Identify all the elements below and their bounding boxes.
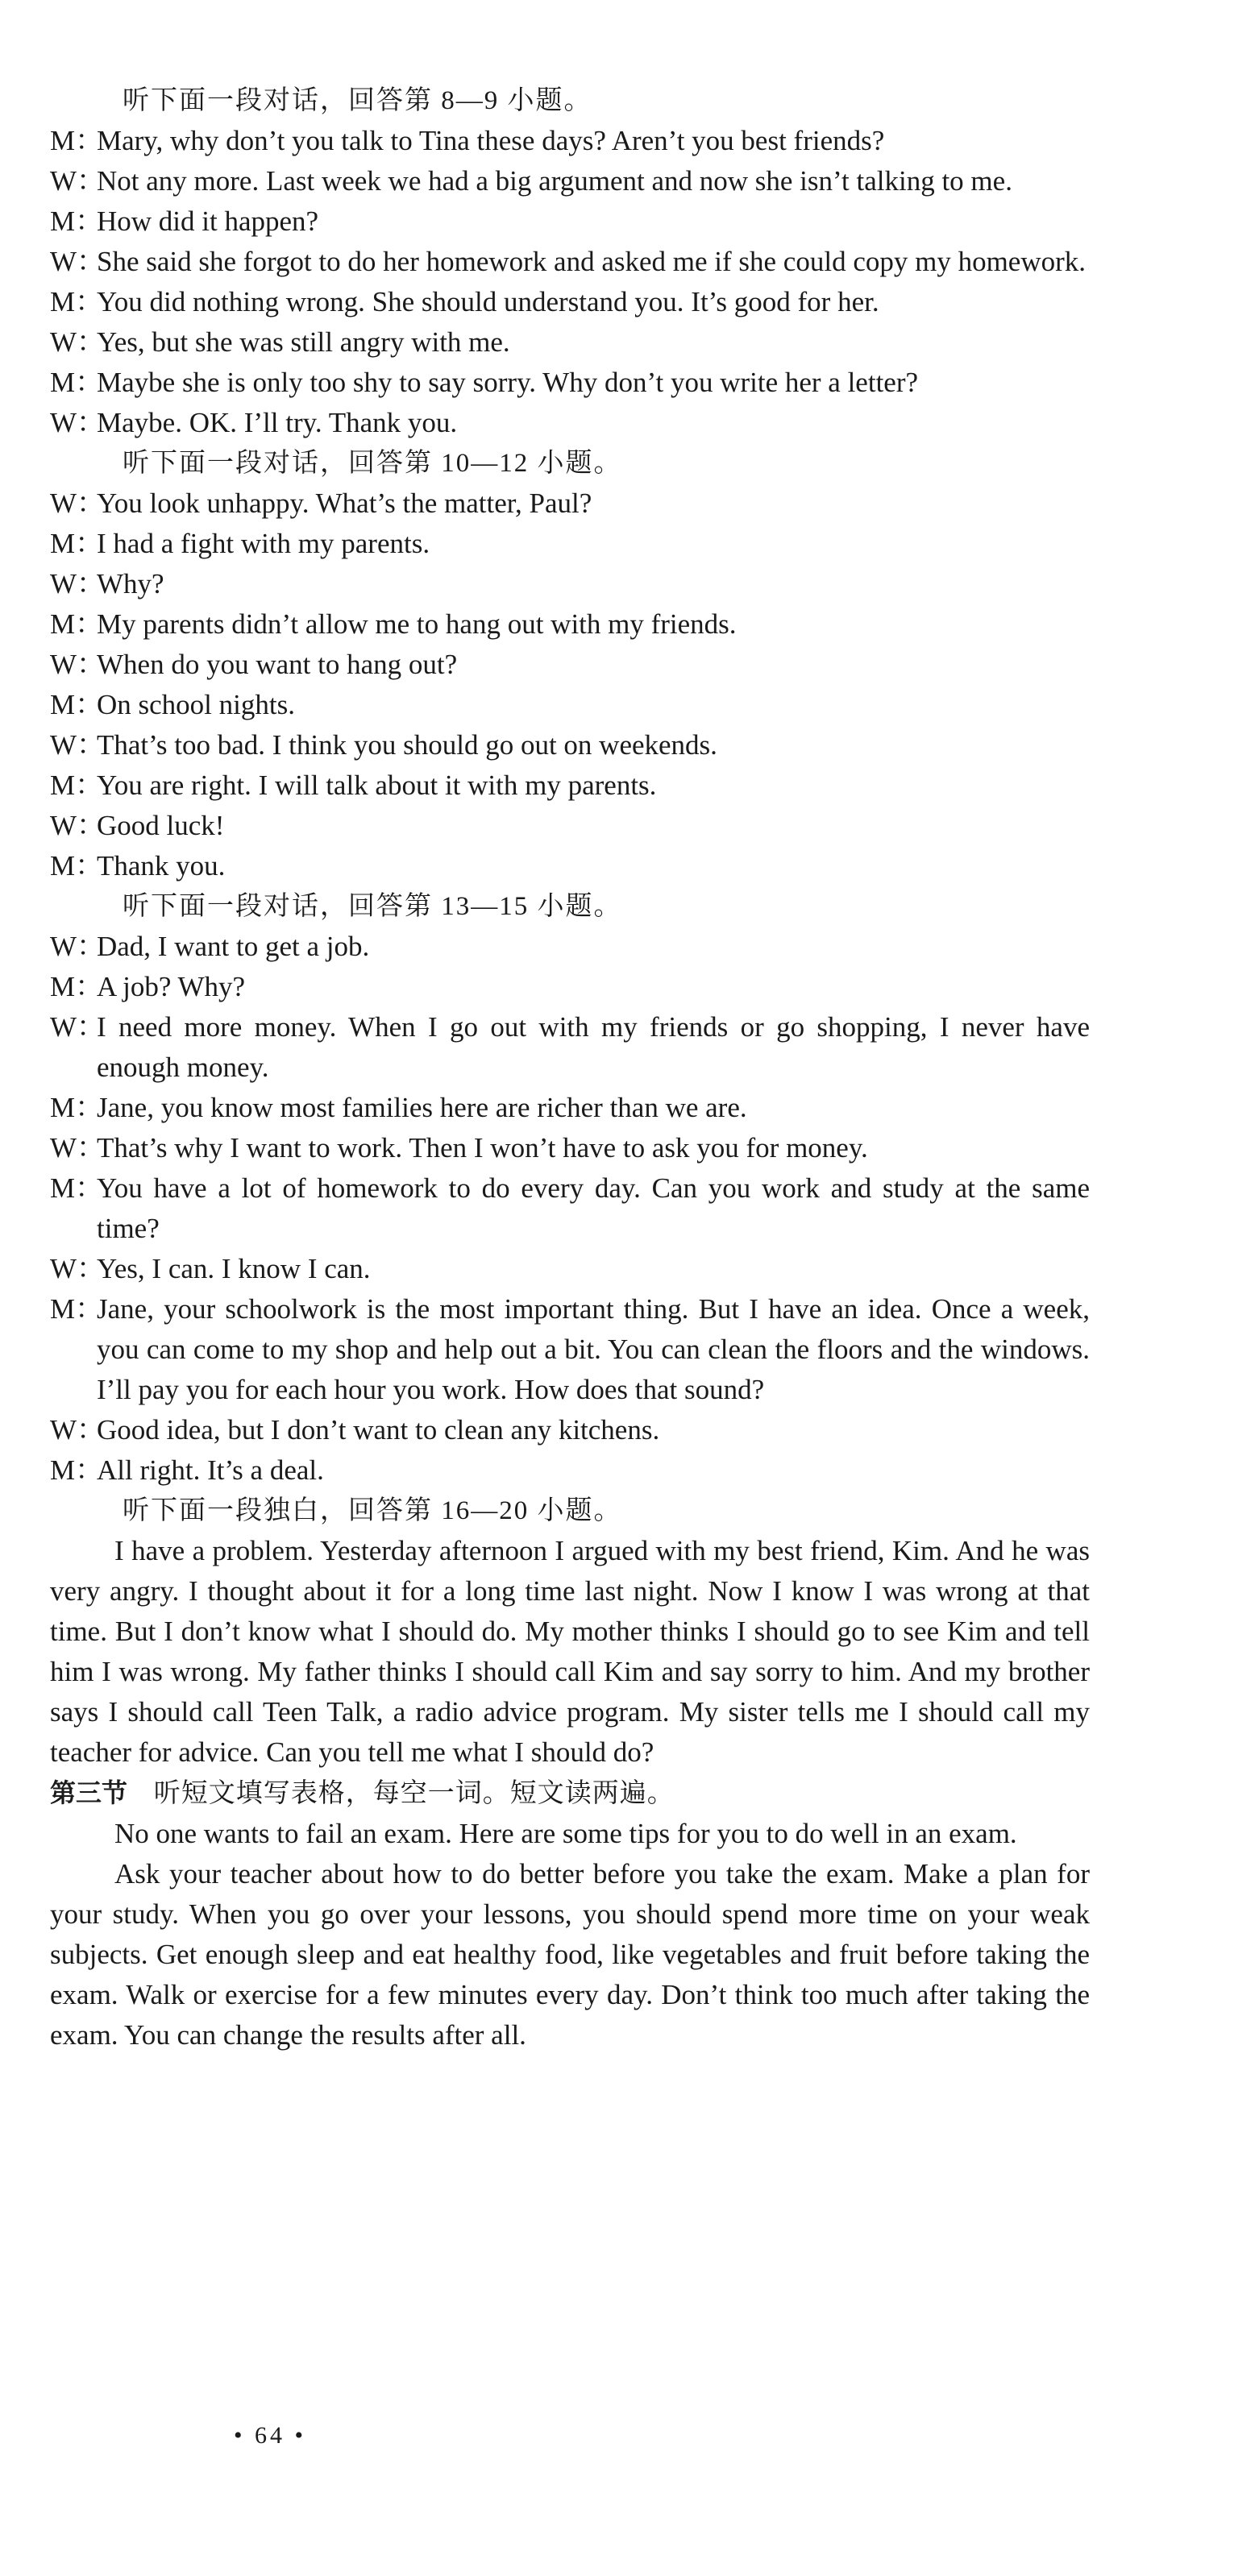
dialogue-line bbox=[50, 1128, 1090, 1168]
speaker-label: M： bbox=[50, 528, 104, 559]
dialogue-line bbox=[50, 604, 1090, 645]
dialogue-line bbox=[50, 121, 1090, 161]
dialogue-line bbox=[50, 1088, 1090, 1128]
dialogue-text: She said she forgot to do her homework and asked me if she could copy my homework. bbox=[97, 246, 1087, 277]
conversation-header: 听下面一段对话，回答第 10—12 小题。 bbox=[123, 449, 622, 478]
dialogue-line bbox=[50, 322, 1090, 363]
monologue-block bbox=[50, 1491, 1090, 1773]
dialogue-text: Jane, your schoolwork is the most important thing. But I have an idea. Once a week, you can come to my shop and help out a bit. You can clean the floors and the windows. I’ll pay you for each hour you work. How does that sound? bbox=[97, 1293, 1090, 1405]
dialogue-line bbox=[50, 483, 1090, 524]
speaker-label: W： bbox=[50, 931, 106, 962]
monologue-text: I have a problem. Yesterday afternoon I argued with my best friend, Kim. And he was very angry. I thought about it for a long time last night. Now I know I was wrong at that time. But I don’t know what I should do. My mother thinks I should go to see Kim and tell him I was wrong. My father thinks I should call Kim and say sorry to him. And my brother says I should call Teen Talk, a radio advice program. My sister tells me I should call my teacher for advice. Can you tell me what I should do? bbox=[50, 1535, 1090, 1768]
dialogue-line bbox=[50, 1289, 1090, 1410]
dialogue-text: A job? Why? bbox=[97, 971, 246, 1002]
speaker-label: W： bbox=[50, 1253, 106, 1284]
speaker-label: M： bbox=[50, 971, 104, 1002]
speaker-label: W： bbox=[50, 568, 106, 599]
dialogue-line bbox=[50, 765, 1090, 806]
speaker-label: W： bbox=[50, 326, 106, 358]
speaker-label: W： bbox=[50, 407, 106, 438]
speaker-label: W： bbox=[50, 1011, 106, 1043]
dialogue-text: That’s too bad. I think you should go out on weekends. bbox=[97, 729, 717, 761]
dialogue-line bbox=[50, 927, 1090, 967]
speaker-label: M： bbox=[50, 769, 104, 801]
dialogue-line bbox=[50, 1249, 1090, 1289]
dialogue-line bbox=[50, 282, 1090, 322]
dialogue-text: That’s why I want to work. Then I won’t have to ask you for money. bbox=[97, 1132, 868, 1164]
dialogue-line bbox=[50, 201, 1090, 242]
dialogue-text: I had a fight with my parents. bbox=[97, 528, 430, 559]
dialogue-text: You are right. I will talk about it with my parents. bbox=[97, 769, 657, 801]
speaker-label: M： bbox=[50, 205, 104, 237]
dialogue-text: Good idea, but I don’t want to clean any kitchens. bbox=[97, 1414, 660, 1446]
speaker-label: M： bbox=[50, 367, 104, 398]
speaker-label: W： bbox=[50, 810, 106, 841]
dialogue-line bbox=[50, 403, 1090, 443]
dialogue-line bbox=[50, 1450, 1090, 1491]
dialogue-text: Yes, but she was still angry with me. bbox=[97, 326, 510, 358]
dialogue-text: My parents didn’t allow me to hang out with my friends. bbox=[97, 608, 737, 640]
conversation-block bbox=[50, 443, 1090, 886]
dialogue-line bbox=[50, 1410, 1090, 1450]
speaker-label: W： bbox=[50, 1132, 106, 1164]
dialogue-text: You look unhappy. What’s the matter, Paul? bbox=[97, 487, 592, 519]
dialogue-text: Not any more. Last week we had a big argument and now she isn’t talking to me. bbox=[97, 165, 1012, 197]
dialogue-text: You have a lot of homework to do every day. Can you work and study at the same time? bbox=[97, 1172, 1090, 1244]
dialogue-line bbox=[50, 846, 1090, 886]
speaker-label: W： bbox=[50, 649, 106, 680]
speaker-label: M： bbox=[50, 1454, 104, 1486]
section-three bbox=[50, 1773, 1090, 2055]
dialogue-text: Maybe. OK. I’ll try. Thank you. bbox=[97, 407, 458, 438]
conversation-header: 听下面一段对话，回答第 8—9 小题。 bbox=[123, 86, 592, 115]
speaker-label: M： bbox=[50, 286, 104, 317]
dialogue-text: I need more money. When I go out with my friends or go shopping, I never have enough money. bbox=[97, 1011, 1090, 1083]
monologue-header: 听下面一段独白，回答第 16—20 小题。 bbox=[123, 1496, 622, 1525]
dialogue-text: Good luck! bbox=[97, 810, 225, 841]
dialogue-text: Why? bbox=[97, 568, 164, 599]
speaker-label: M： bbox=[50, 125, 104, 156]
section-label: 第三节 bbox=[50, 1777, 128, 1808]
dialogue-line bbox=[50, 363, 1090, 403]
dialogue-line bbox=[50, 645, 1090, 685]
speaker-label: M： bbox=[50, 1293, 104, 1325]
dialogue-text: You did nothing wrong. She should understand you. It’s good for her. bbox=[97, 286, 879, 317]
section-instruction: 听短文填写表格，每空一词。短文读两遍。 bbox=[153, 1779, 675, 1808]
dialogue-text: How did it happen? bbox=[97, 205, 319, 237]
conversation-header: 听下面一段对话，回答第 13—15 小题。 bbox=[123, 892, 622, 921]
dialogue-line bbox=[50, 685, 1090, 725]
passage-paragraph: No one wants to fail an exam. Here are some tips for you to do well in an exam. bbox=[114, 1818, 1017, 1849]
speaker-label: W： bbox=[50, 487, 106, 519]
speaker-label: M： bbox=[50, 850, 104, 881]
dialogue-text: Yes, I can. I know I can. bbox=[97, 1253, 371, 1284]
speaker-label: W： bbox=[50, 165, 106, 197]
dialogue-line bbox=[50, 806, 1090, 846]
page-number: • 64 • bbox=[234, 2422, 307, 2449]
dialogue-line bbox=[50, 967, 1090, 1007]
speaker-label: M： bbox=[50, 608, 104, 640]
dialogue-text: Jane, you know most families here are richer than we are. bbox=[97, 1092, 747, 1123]
speaker-label: M： bbox=[50, 1172, 104, 1204]
dialogue-text: When do you want to hang out? bbox=[97, 649, 458, 680]
speaker-label: M： bbox=[50, 1092, 104, 1123]
speaker-label: M： bbox=[50, 689, 104, 720]
dialogue-text: Thank you. bbox=[97, 850, 226, 881]
dialogue-text: Dad, I want to get a job. bbox=[97, 931, 370, 962]
dialogue-text: On school nights. bbox=[97, 689, 295, 720]
dialogue-text: All right. It’s a deal. bbox=[97, 1454, 324, 1486]
page-content bbox=[50, 81, 1090, 2055]
dialogue-text: Mary, why don’t you talk to Tina these days? Aren’t you best friends? bbox=[97, 125, 885, 156]
conversation-block bbox=[50, 886, 1090, 1491]
dialogue-line bbox=[50, 725, 1090, 765]
speaker-label: W： bbox=[50, 1414, 106, 1446]
dialogue-line bbox=[50, 524, 1090, 564]
speaker-label: W： bbox=[50, 246, 106, 277]
dialogue-text: Maybe she is only too shy to say sorry. Why don’t you write her a letter? bbox=[97, 367, 919, 398]
dialogue-line bbox=[50, 161, 1090, 201]
dialogue-line bbox=[50, 1007, 1090, 1088]
section-heading bbox=[50, 1773, 1090, 1814]
conversation-block bbox=[50, 81, 1090, 443]
dialogue-line bbox=[50, 1168, 1090, 1249]
passage-paragraph: Ask your teacher about how to do better before you take the exam. Make a plan for your study. When you go over your lessons, you should spend more time on your weak subjects. Get enough sleep and eat healthy food, like vegetables and fruit before taking the exam. Walk or exercise for a few minutes every day. Don’t think too much after taking the exam. You can change the results after all. bbox=[50, 1858, 1090, 2051]
dialogue-line bbox=[50, 242, 1090, 282]
dialogue-line bbox=[50, 564, 1090, 604]
speaker-label: W： bbox=[50, 729, 106, 761]
